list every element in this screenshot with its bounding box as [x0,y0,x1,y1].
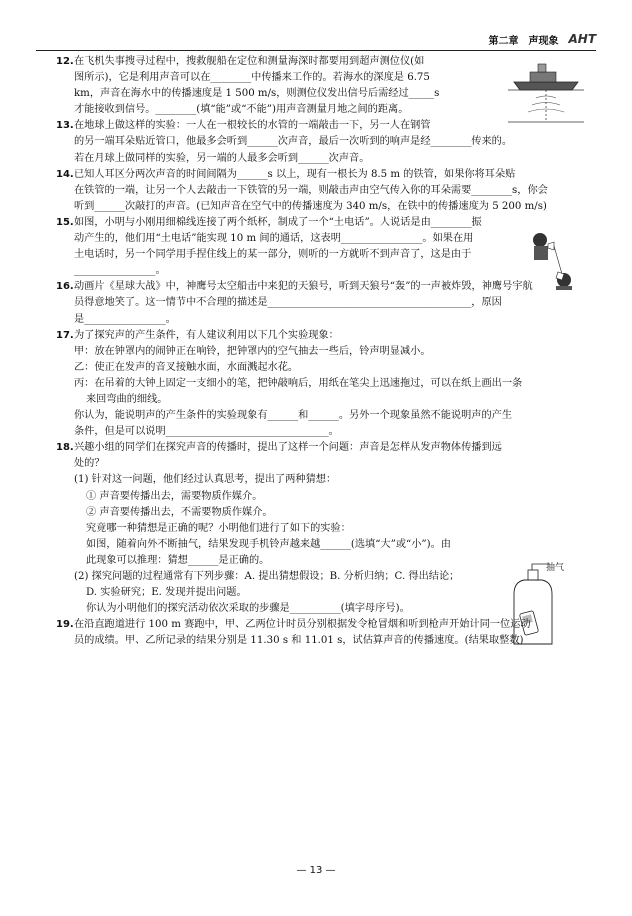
page-header [36,28,596,51]
q15-line-3: 土电话时，另一个同学用手捏住线上的某一部分，则听的一方就听不到声音了，这是由于 [74,249,472,261]
pump-out-label: 抽气 [546,563,565,573]
q17-line-2: 甲：放在钟罩内的闹钟正在响铃，把钟罩内的空气抽去一些后，铃声明显减小。 [74,345,431,357]
q19-line-1: 在沿直跑道进行 100 m 赛跑中，甲、乙两位计时员分别根据发令枪冒烟和听到枪声开始计同一位运动 [74,619,531,631]
q18-line-5: ② 声音要传播出去，不需要物质作媒介。 [86,506,273,518]
q17-line-5: 来回弯曲的细线。 [86,393,168,405]
q16-line-2: 员得意地笑了。这一情节中不合理的描述是________________________________________，原因 [74,297,502,309]
q18-line-1: 兴趣小组的同学们在探究声音的传播时，提出了这样一个问题：声音是怎样从发声物体传播到远 [74,442,502,454]
q16-line-3: 是________________。 [74,313,176,325]
question-15 [56,215,576,279]
chapter-title: 声现象 [528,35,559,47]
q14-line-3: 听到______次敲打的声音。(已知声音在空气中的传播速度为 340 m/s，在铁中的传播速度为 5 200 m/s) [74,200,547,212]
question-17 [56,328,576,441]
question-number: 15. [56,216,74,228]
question-number: 13. [56,120,74,132]
page-number: — 13 — [296,865,336,876]
q17-line-4: 丙：在吊着的大钟上固定一支细小的笔，把钟敲响后，用纸在笔尖上迅速拖过，可以在纸上画出一条 [74,377,523,389]
question-number: 18. [56,442,74,454]
question-16 [56,279,576,327]
q15-line-2: 动产生的，他们用“土电话”能实现 10 m 间的通话，这表明________________。如果在用 [74,233,474,245]
chapter-label: 第二章 [488,35,519,47]
q16-line-1: 动画片《星球大战》中，神鹰号太空船击中来犯的天狼号，听到天狼号“轰”的一声被炸毁，神鹰号宇航 [74,281,533,293]
brand-logo: AHT [568,32,596,46]
q18-line-9: (2) 探究问题的过程通常有下列步骤：A. 提出猜想假设；B. 分析归纳；C. 得出结论； [74,571,460,582]
q15-line-4: ________________。 [74,265,166,277]
q17-line-7: 条件，但是可以说明________________________________。 [74,426,339,438]
question-number: 17. [56,329,74,341]
q18-line-7: 如图，随着向外不断抽气，结果发现手机铃声越来越______(选填“大”或“小”)。由 [86,538,451,550]
q15-line-1: 如图，小明与小刚用细棉线连接了两个纸杯，制成了一个“土电话”。人说话是由________振 [74,216,482,228]
question-number: 14. [56,168,74,180]
question-13 [56,118,576,166]
q12-line-2: 图所示)，它是利用声音可以在________中传播来工作的。若海水的深度是 6.75 [74,72,430,84]
q18-line-10: D. 实验研究；E. 发现并提出问题。 [86,587,247,599]
q12-line-1: 在飞机失事搜寻过程中，搜救舰船在定位和测量海深时都要用到超声测位仪(如 [74,56,425,67]
q17-line-3: 乙：使正在发声的音叉接触水面，水面溅起水花。 [74,361,299,373]
q18-line-4: ① 声音要传播出去，需要物质作媒介。 [86,490,263,502]
question-number: 19. [56,619,74,631]
q14-line-1: 已知人耳区分两次声音的时间间隔为______s 以上，现有一根长为 8.5 m 的铁管，如果你将耳朵贴 [74,168,516,180]
q18-line-2: 处的？ [74,458,105,470]
q12-line-3: km，声音在海水中的传播速度是 1 500 m/s，则测位仪发出信号后需经过_____s [74,88,440,100]
q13-line-3: 若在月球上做同样的实验，另一端的人最多会听到______次声音。 [74,152,370,164]
question-14 [56,167,576,215]
q18-line-11: 你认为小明他们的探究活动依次采取的步骤是__________(填字母序号)。 [86,603,410,615]
q18-line-6: 究竟哪一种猜想是正确的呢？小明他们进行了如下的实验： [86,522,351,534]
q13-line-2: 的另一端耳朵贴近管口，他最多会听到______次声音，最后一次听到的响声是经________传来的。 [74,136,513,148]
question-list [56,54,576,649]
q13-line-1: 在地球上做这样的实验：一人在一根较长的水管的一端敲击一下，另一人在钢管 [74,120,431,132]
question-18 [56,440,576,617]
q19-line-2: 员的成绩。甲、乙所记录的结果分别是 11.30 s 和 11.01 s，试估算声音的传播速度。(结果取整数) [74,635,524,647]
q18-line-3: (1) 针对这一问题，他们经过认真思考，提出了两种猜想： [74,474,337,486]
q12-line-4: 才能接收到信号。________(填“能”或“不能”)用声音测量月地之间的距离。 [74,104,409,116]
q17-line-1: 为了探究声的产生条件，有人建议利用以下几个实验现象： [74,329,339,341]
question-number: 16. [56,281,74,293]
q18-line-8: 此现象可以推理：猜想______是正确的。 [86,554,270,566]
q14-line-2: 在铁管的一端，让另一个人去敲击一下铁管的另一端，则敲击声由空气传入你的耳朵需要________s，你会 [74,184,548,196]
q17-line-6: 你认为，能说明声的产生条件的实验现象有______和______。另外一个现象虽然不能说明声的产生 [74,410,513,422]
question-12 [56,54,576,118]
question-19 [56,617,576,649]
question-number: 12. [56,56,74,67]
